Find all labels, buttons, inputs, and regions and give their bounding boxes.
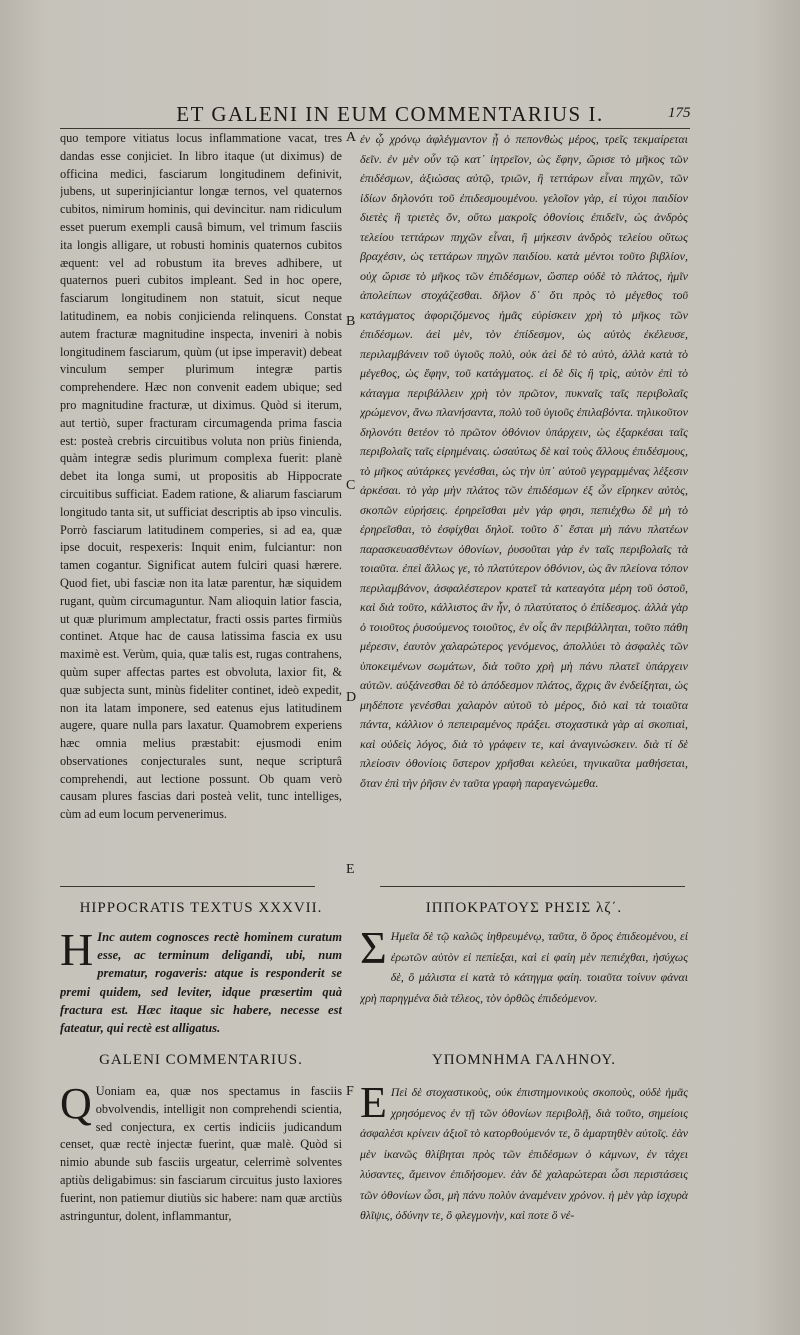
greek-text-heading: ΙΠΠΟΚΡΑΤΟΥΣ ΡΗΣΙΣ λζ΄.: [425, 900, 623, 916]
margin-letter-d: D: [346, 690, 357, 705]
margin-letter-b: B: [346, 314, 356, 329]
hippocrates-latin-text: [60, 928, 342, 1048]
greek-commentary-text: ἐν ᾧ χρόνῳ ἀφλέγμαντον ᾖ ὁ πεπονθὼς μέρος, τρεῖς τεκμαίρεται δεῖν. ἐν μὲν οὖν τῷ κατ᾽ ἰητρεῖον, ὡς ἔφην, ὥρισε τὸ μῆκος τῶν ἐπιδέσμων, ἀξιώσας αὐτῷ, τριῶν, ἢ τεττάρων εἶναι πηχῶν, τῶν ἰδίων δηλονότι τοῦ ἐπιδεσμουμένου. γελοῖον γὰρ, εἰ τύχοι παιδίον διετὲς ἢ τριετὲς ὄν, οὕτω μακροῖς ὀθονίοις ἐπιδεῖν, ὡς ἀνδρὸς τελείου τεττάρων πηχῶν εἶναι, ἢ μήκεσιν ἀνδρὸς τελείου οὕτως βραχέσιν, ὡς τεττάρων πηχῶν παιδίου. κατὰ μέντοι τοῦτο βιβλίον, οὐχ ὥρισε τὸ μῆκος τῶν ἐπιδέσμων, ὥσπερ οὐδὲ τὸ πλάτος, ἡμῖν ἀπολείπων στοχάζεσθαι. δῆλον δ᾽ ὅτι πρὸς τὸ μέγεθος τοῦ κατάγματος ἀφοριζόμενος ἡμᾶς εὑρίσκειν χρὴ τὸ μῆκος τῶν ἐπιδέσμων. ἀεὶ μὲν, τὸν ἐπίδεσμον, ὡς αὐτὸς ἐκέλευσε, περιλαμβάνειν τοῦ ὑγιοῦς πολὺ, οὐκ ἀεὶ δὲ τὸ αὐτὸ, ἀλλὰ κατὰ τὸ μέγεθος, ὡς ἔφην, τοῦ κατάγματος. εἰ δὲ δὶς ἢ τρὶς, αὐτὸν ἐπὶ τὸ κάταγμα περιβάλλειν χρὴ τὸν πρῶτον, πυκναῖς ταῖς περιβολαῖς χρώμενον, ἄνω πλανήσαντα, πολὺ τοῦ ὑγιοῦς ἐπιλαβόντα. τηλικοῦτον δηλονότι θετέον τὸ πρῶτον ὀθόνιον ὑπάρχειν, ὡς ἐξαρκέσαι ταῖς περιβολαῖς ταῖς εἰρημέναις. ὡσαύτως δὲ καὶ τοὺς ἄλλους ἐπιδέσμους, τὸ μῆκος αὐτάρκες γενέσθαι, ὡς τὴν ὑπ᾽ αὐτοῦ γεγραμμένας λέξεσιν ἀρκέσαι. τὸ γὰρ μὴν πλάτος τῶν ἐπιδέσμων ἐξ ὧν εἴρηκεν αὐτὸς, σκοπῶν εὑρήσεις. ἐρηρεῖσθαι μὲν γάρ φησι, πεπιέχθω δὲ μὴ τὸ ἐρηρεῖσθαι, τὸ ἐσφίχθαι δηλοῖ. τοῦτο δ᾽ ἔσται μὴ πάνυ πλατέων παρασκευασθέντων ὀθονίων, ῥυσοῦται γὰρ ἐν ταῖς περιβολαῖς τὰ τοιαῦτα. ἐπεὶ ἄλλως γε, τὸ πλατύτερον ὀθόνιον, ὡς ἂν πλείονα τόπον περιλαμβάνον, ἀσφαλέστερον κρατεῖ τὰ κατεαγότα μέρη τοῦ ὀστοῦ, καὶ διὰ τοῦτο, κάλλιστος ἂν ἦν, ὁ πλατύτατος ὁ ἐπίδεσμος. ἀλλὰ γὰρ ὁ τοιοῦτος ῥυσούμενος τοιοῦτος, ἐν οἷς ἂν περιβάλληται, τοῦτο πάθη μέρεσιν, ἐαυτὸν χαλαρώτερος γενόμενος, ἀπολλύει τὸ ἀσφαλὲς τῶν ὑποκειμένων σωμάτων, διὰ τοῦτο χρὴ μὴ πάνυ πλατεῖ ὑπάρχειν αὐτῶν. αὐξάνεσθαι δὲ τὸ ἀπόδεσμον πλάτος, ἄχρις ἂν ἐνδείξηται, ὡς μηδέποτε γενέσθαι χαλαρὸν αὐτοῦ τὸ μέρος, διὸ καὶ τὰ τοιαῦτα πάντα, κάλλιον ὁ πεπειραμένος πράξει. στοχαστικὰ γὰρ αἱ σκοπιαὶ, καὶ οὐδεὶς λόγος, διὰ τὸ γράφειν τε, καὶ ἀναγινώσκειν. διὰ τί δὲ πλείοσιν ὀθονίοις ὕστερον χρῆσθαι κελεύει, τηνικαῦτα μαθήσεται, ὅταν ἐπὶ τὴν ῥῆσιν ἐν ταῦτα γραφὴ παραγενώμεθα.: [360, 132, 688, 790]
latin-text-body: Inc autem cognosces rectè hominem curatum esse, ac terminum deligandi, ubi, num prematur, rogaveris: atque is responderit se premi quidem, sed leviter, idque præsertim quà fractura est. Hæc itaque sic habere, necesse est fateatur, qui rectè est alligatus.: [60, 930, 342, 1036]
latin-commentary-body: Uoniam ea, quæ nos spectamus in fasciis obvolvendis, intelligit non comprehendi scientia, sed conjectura, ex certis indiciis judicandum censet, quæ rectè injectæ fuerint, quæ malè. Quòd si nimio abunde sub fasciis urgeatur, celerrimè solventes aptiùs deligabimus: sin fasciarum circuitus justo laxiores fuerint, non patiemur diutiùs sic habere: nam quæ arctiùs astringuntur, dolent, inflammantur,: [60, 1084, 342, 1223]
running-title: ET GALENI IN EUM COMMENTARIUS I.: [176, 102, 604, 126]
greek-text-dropcap: Σ: [360, 926, 387, 973]
galen-latin-commentary: [60, 1083, 342, 1273]
latin-section-rule: [60, 886, 315, 887]
latin-commentary-text: quo tempore vitiatus locus inflammatione vacat, tres dandas esse conjiciet. In libro itaque (ut diximus) de officina medici, fasciarum longitudinem definivit, jubens, ut superinjiciantur longæ ternos, vel quaternos cubitos, nimirum hominis, qui devincitur. nam ridiculum esset puerum exempli causâ bimum, vel trimum fasciis ita longis alligare, ut robusti hominis quaternos cubitos æquent: vel ad robustum ita breves adhibere, ut quaternos pueri cubitos impleant. Sed in hoc opere, fasciarum longitudinem non statuit, sicut neque latitudinem, ea nobis conjicienda relinquens. Constat autem fracturæ magnitudine inspecta, inveniri à nobis longitudinem fasciarum, quùm (ut ipse imperavit) debeat vinculum semper plurimum integræ partis comprehendere. Hæc non convenit eadem ubique; sed pro magnitudine fracturæ, ut diximus. Quòd si iterum, aut tertiò, super fracturam circumagenda prima fascia est: posteà crebris circuitibus voluta non priùs finienda, quàm integræ sedis plurimum complexa fuerit: planè debet ita longa sumi, ut propositis ab Hippocrate circuitibus sufficiat. Eadem ratione, & aliarum fasciarum longitudo tanta sit, ut sufficiat descriptis ab ipso vinculis. Porrò fasciarum latitudinem comperies, si ad ea, quæ ipse docuit, respexeris: Inquit enim, fulciantur: non tamen cogantur. Significat autem fulciri quasi hærere. Quod fiet, ubi fasciæ non ita latæ parentur, hæ siquidem rugant, quùm circumaguntur. Nam alioquin latior fascia, ut quæ plurimum amplectatur, fracti ossis partes firmiùs continet. Atque hac de causa latissima fascia ex usu maximè est. Verùm, quia, quæ talis est, rugas contrahens, quùm super affectas partes est obvoluta, laxior fit, & quæ subjecta sunt, minùs fideliter continet, ideò expedit, non ita latam imponere, sed eatenus ejus latitudinem augere, quare nulla pars laxatur. Quamobrem experiens hæc omnia melius præstabit: ejusmodi enim observationes conjecturales sunt, neque scripturâ comprehendi, aut lectione possunt. Ob quam verò causam plures fascias dari posteà velit, tunc intelliges, cùm ad eum locum pervenerimus.: [60, 131, 342, 822]
greek-commentary-body: Πεὶ δὲ στοχαστικοὺς, οὐκ ἐπιστημονικοὺς σκοποὺς, οὐδὲ ἡμᾶς χρησόμενος ἐν τῇ τῶν ὀθονίων περιβολῇ, διὰ τοῦτο, σημείοις ἀσφαλέσι κρίνειν ἀξιοῖ τὸ κατορθούμενόν τε, ὃ ἁμαρτηθὲν αὐτοῖς. ἐὰν μὲν ἱκανῶς θλίβηται πρὸς τῶν ἐπιδέσμων ὁ κάμνων, ἐν τάχει λύσαντες, ἄμεινον ἐπιδήσομεν. ἐὰν δὲ χαλαρώτεραι ὦσι περιστάσεις τῶν ὀθονίων ὦσι, μὴ πάνυ πολὺν ἀναμένειν χρόνον. ἡ μὲν γὰρ ἰσχυρὰ θλῖψις, ὀδύνην τε, ὃ φλεγμονὴν, καὶ ποτε ὃ νέ-: [360, 1085, 688, 1222]
galen-greek-commentary: [360, 1082, 688, 1272]
page-number: 175: [668, 105, 691, 121]
greek-text-body: Ημεῖα δὲ τῷ καλῶς ἰηθρευμένῳ, ταῦτα, ὃ ὅρος ἐπιδεομένου, εἰ ἐρωτῶν αὐτὸν εἰ πεπίεξαι, καὶ εἰ φαίη μὲν πεπιέχθαι, ἡσύχως δὲ, ὃ μάλιστα εἰ κατὰ τὸ κάτηγμα φαίη. τοιαῦτα τοίνυν φάναι χρὴ παρηγμένα διὰ τέλεος, τὸν ὀρθῶς ἐπιδεόμενον.: [360, 929, 688, 1005]
latin-commentary-dropcap: Q: [60, 1083, 92, 1128]
greek-section-rule: [380, 886, 685, 887]
greek-commentary-heading: ΥΠΟΜΝΗΜΑ ΓΑΛΗΝΟΥ.: [431, 1052, 617, 1068]
greek-commentary-dropcap: Ε: [360, 1082, 387, 1127]
latin-text-heading: HIPPOCRATIS TEXTUS XXXVII.: [79, 900, 323, 916]
margin-letter-a: A: [346, 130, 357, 145]
latin-text-dropcap: H: [60, 928, 94, 975]
margin-letter-f: F: [346, 1084, 354, 1099]
margin-letter-c: C: [346, 478, 356, 493]
margin-letter-e: E: [346, 862, 355, 877]
greek-commentary-column: [360, 130, 688, 870]
latin-commentary-column: [60, 130, 342, 870]
header-rule: [60, 128, 690, 129]
hippocrates-greek-text: [360, 926, 688, 1046]
latin-commentary-heading: GALENI COMMENTARIUS.: [99, 1052, 303, 1068]
